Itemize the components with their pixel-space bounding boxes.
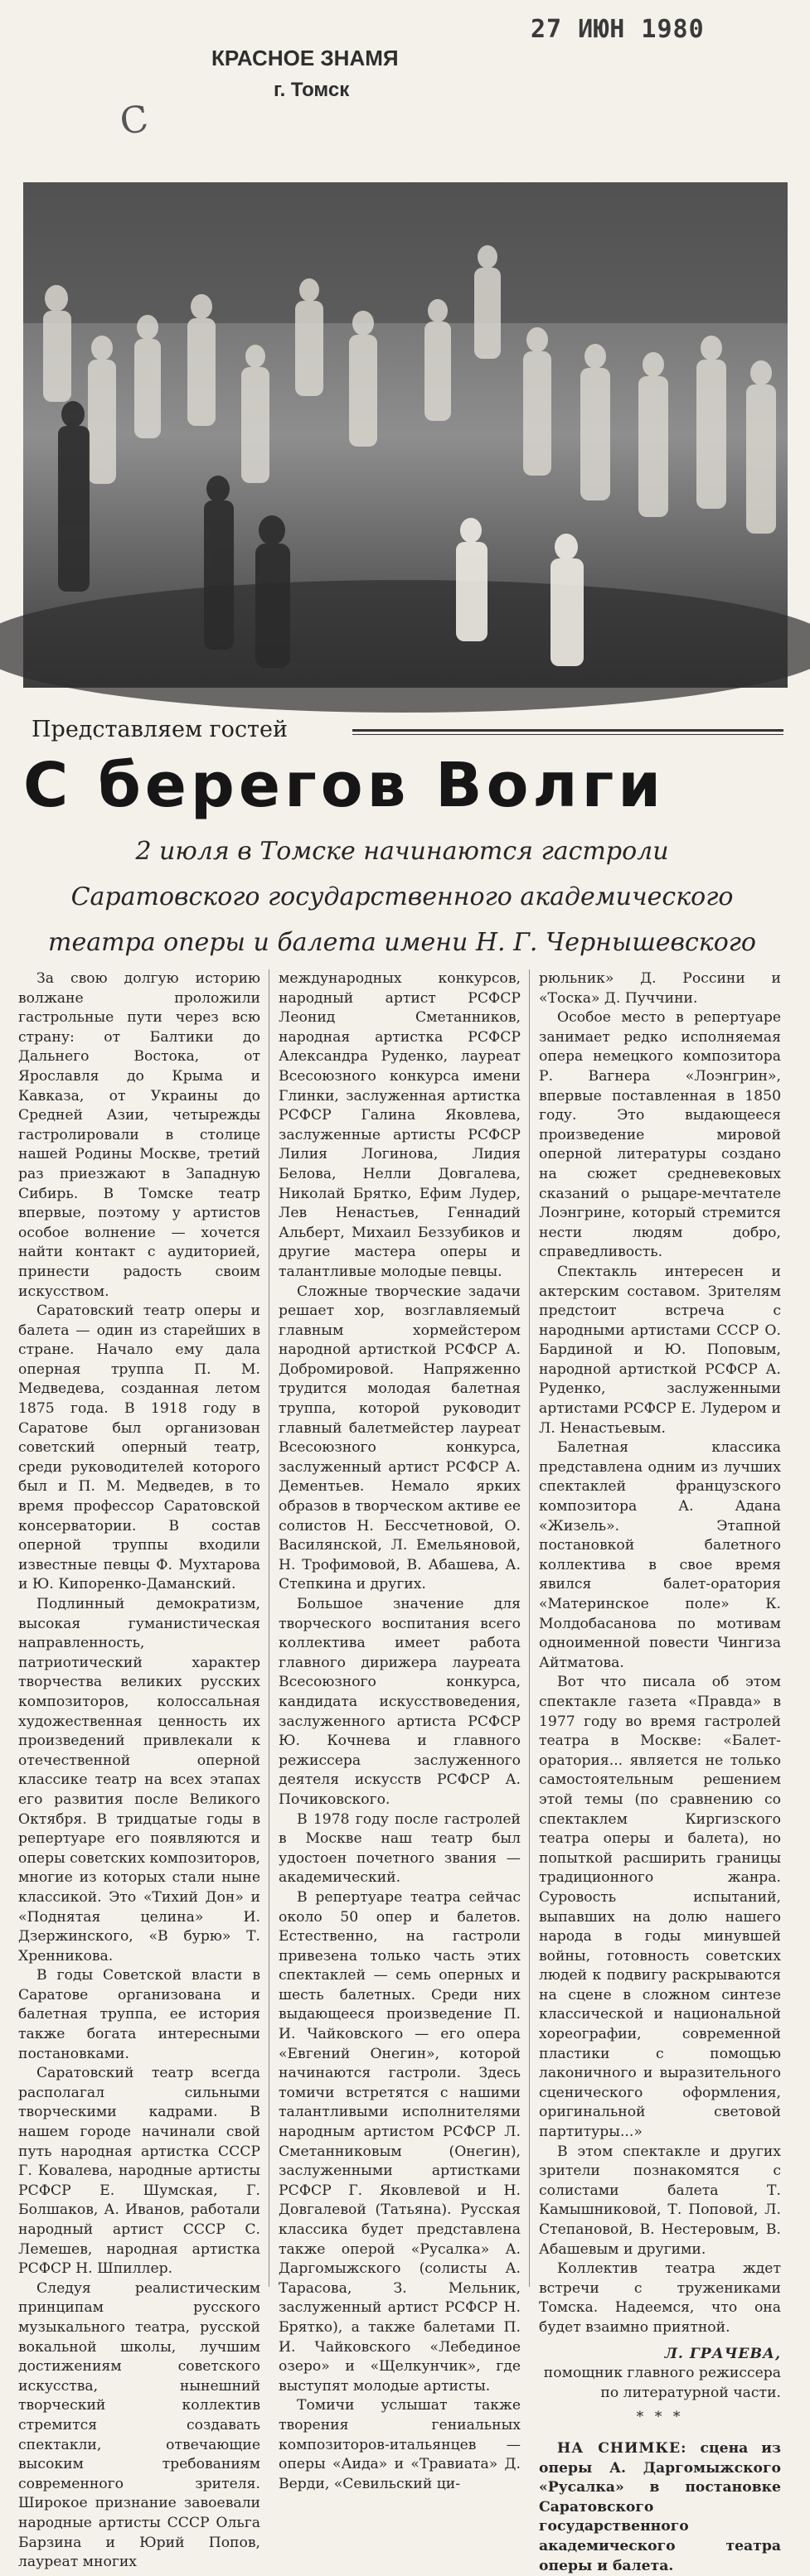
author-signature [539,2345,781,2404]
paragraph: В 1978 году после гастролей в Москве наш театр был удостоен почетного звания — академический. [279,1810,521,1887]
paragraph: международных конкурсов, народный артист РСФСР Леонид Сметанников, народная артистка РСФСР Александра Руденко, лауреат Всесоюзного конкурса имени Глинки, заслуженная артистка РСФСР Галина Яковлева, заслуженные артисты РСФСР Лилия Логинова, Лидия Белова, Нелли Довгалева, Николай Брятко, Ефим Лудер, Лев Ненастьев, Геннадий Альберт, Михаил Беззубиков и другие мастера оперы и талантливые молодые певцы. [279,970,521,1280]
section-divider [352,729,783,735]
paragraph: Следуя реалистическим принципам русского музыкального театра, русской вокальной школы, лучшим достижениям советского искусства, нынешний творческий коллектив стремится создавать спектакли, отвечающие высоким требованиям современного зрителя. Широкое признание завоевали народные артисты СССР Ольга Барзина и Юрий Попов, лауреат многих [18,2279,260,2571]
article-column-2 [279,969,521,2492]
separator: * * * [636,2409,684,2426]
caption-text: сцена из оперы А. Даргомыжского «Русалка» в постановке Саратовского государственного академического театра оперы и балета. [539,2439,781,2574]
subheadline-line: 2 июля в Томске начинаются гастроли [135,837,669,866]
author-position: помощник главного режиссера по литературной части. [543,2365,781,2401]
handwritten-mark: С [117,97,152,144]
paragraph: В годы Советской власти в Саратове организована и балетная труппа, ее история также богата интересными постановками. [18,1967,260,2062]
headline: С берегов Волги [23,750,666,821]
subheadline-line: Саратовского государственного академического [70,882,734,911]
subheadline-line: театра оперы и балета имени Н. Г. Чернышевского [48,928,756,957]
paragraph: Большое значение для творческого воспитания всего коллектива имеет работа главного дирижера лауреата Всесоюзного конкурса, кандидата искусствоведения, заслуженного артиста РСФСР Ю. Кочнева и главного режиссера заслуженного деятеля искусств РСФСР А. Почиковского. [279,1596,521,1808]
paragraph: Особое место в репертуаре занимает редко исполняемая опера немецкого композитора Р. Вагнера «Лоэнгрин», впервые поставленная в 1850 году. Это выдающееся произведение мировой оперной литературы создано на сюжет средневековых сказаний о рыцаре-мечтателе Лоэнгрине, который стремится нести людям добро, справедливость. [539,1009,781,1261]
newspaper-name-stamp: КРАСНОЕ ЗНАМЯ [211,46,399,70]
paragraph: Томичи услышат также творения гениальных композиторов-итальянцев — оперы «Аида» и «Травиата» Д. Верди, «Севильский ци- [279,2397,521,2492]
paragraph: Сложные творческие задачи решает хор, возглавляемый главным хормейстером народной артисткой РСФСР А. Добромировой. Напряженно трудится молодая балетная труппа, которой руководит главный балетмейстер лауреат Всесоюзного конкурса, заслуженный артист РСФСР А. Дементьев. Немало ярких образов в творческом активе ее солистов Н. Бессчетновой, О. Василянской, Л. Емельяновой, Н. Трофимовой, В. Абашева, А. Степкина и других. [279,1283,521,1593]
paragraph: Подлинный демократизм, высокая гуманистическая направленность, патриотический характер творчества великих русских композиторов, колоссальная художественная ценность их произведений привлекали к отечественной оперной классике театр на всех этапах его развития после Великого Октября. В тридцатые годы в репертуаре его появляются и оперы советских композиторов, многие из которых стали ныне классикой. Это «Тихий Дон» и «Поднятая целина» И. Дзержинского, «В бурю» Т. Хренникова. [18,1596,260,1965]
date-stamp: 27 ИЮН 1980 [531,15,705,44]
article-column-1 [18,969,260,2571]
section-label: Представляем гостей [32,717,288,742]
paragraph: Саратовский театр оперы и балета — один из старейших в стране. Начало ему дала оперная труппа П. М. Медведева, созданная летом 1875 года. В 1918 году в Саратове был организован советский оперный театр, среди руководителей которого был и П. М. Медведев, в то время профессор Саратовской консерватории. В состав оперной труппы входили известные певцы Ф. Мухтарова и Ю. Кипоренко-Даманский. [18,1302,260,1593]
theatre-scene-photo-icon [23,182,788,688]
paragraph: Спектакль интересен и актерским составом. Зрителям предстоит встреча с народными артистами СССР О. Бардиной и Ю. Поповым, народной артисткой РСФСР А. Руденко, заслуженными артистами РСФСР Е. Лудером и Л. Ненастьевым. [539,1263,781,1437]
paragraph: Саратовский театр всегда располагал сильными творческими кадрами. В нашем городе начинали свой путь народная артистка СССР Г. Ковалева, народные артисты РСФСР Е. Шумская, Г. Болшаков, А. Иванов, работали народный артист СССР С. Лемешев, народная артистка РСФСР Н. Шпиллер. [18,2065,260,2278]
paragraph: Коллектив театра ждет встречи с тружениками Томска. Надеемся, что она будет взаимно приятной. [539,2260,781,2336]
paragraph: Балетная классика представлена одним из лучших спектаклей французского композитора А. Адана «Жизель». Этапной постановкой балетного коллектива в свое время явился балет-оратория «Материнское поле» К. Молдобасанова по мотивам одноименной повести Чингиза Айтматова. [539,1439,781,1671]
column-divider [529,969,530,2287]
city-stamp: г. Томск [274,79,350,101]
photo-caption [539,2439,781,2576]
paragraph: рюльник» Д. Россини и «Тоска» Д. Пуччини. [539,970,781,1007]
paragraph: В этом спектакле и других зрители познакомятся с солистами балета Т. Камышниковой, Т. Поповой, Л. Степановой, В. Нестеровым, В. Абашевым и другими. [539,2143,781,2258]
caption-lead: НА СНИМКЕ: [557,2439,687,2457]
author-name: Л. ГРАЧЕВА, [664,2345,781,2362]
paragraph: В репертуаре театра сейчас около 50 опер и балетов. Естественно, на гастроли привезена только часть этих спектаклей — семь оперных и шесть балетных. Среди них выдающееся произведение П. И. Чайковского — его опера «Евгений Онегин», которой начинаются гастроли. Здесь томичи встретятся с нашими талантливыми исполнителями народным артистом РСФСР Л. Сметанниковым (Онегин), заслуженными артистками РСФСР Г. Яковлевой и Н. Довгалевой (Татьяна). Русская классика будет представлена также оперой «Русалка» А. Даргомыжского (солисты А. Тарасова, З. Мельник, заслуженный артист РСФСР Н. Брятко), а также балетами П. И. Чайковского «Лебединое озеро» и «Щелкунчик», где выступят молодые артисты. [279,1888,521,2395]
paragraph: За свою долгую историю волжане проложили гастрольные пути через всю страну: от Балтики до Дальнего Востока, от Ярославля до Крыма и Кавказа, от Украины до Средней Азии, четырежды гастролировали в столице нашей Родины Москве, третий раз приезжают в Западную Сибирь. В Томске театр впервые, поэтому у артистов особое волнение — хочется найти контакт с аудиторией, принести радость своим искусством. [18,970,260,1300]
article-column-3 [539,969,781,2574]
paragraph: Вот что писала об этом спектакле газета «Правда» в 1977 году во время гастролей театра в Москве: «Балет-оратория... является не только самостоятельным решением этой темы (по сравнению со спектаклем Киргизского театра оперы и балета), но попыткой расширить границы традиционного жанра. Суровость испытаний, выпавших на долю нашего народа в годы минувшей войны, готовность советских людей к подвигу раскрываются на сцене в сложном синтезе классической и национальной хореографии, современной пластики с помощью лаконичного и выразительного сценического оформления, оригинальной световой партитуры...» [539,1674,781,2141]
theatre-scene-photo [23,182,788,688]
